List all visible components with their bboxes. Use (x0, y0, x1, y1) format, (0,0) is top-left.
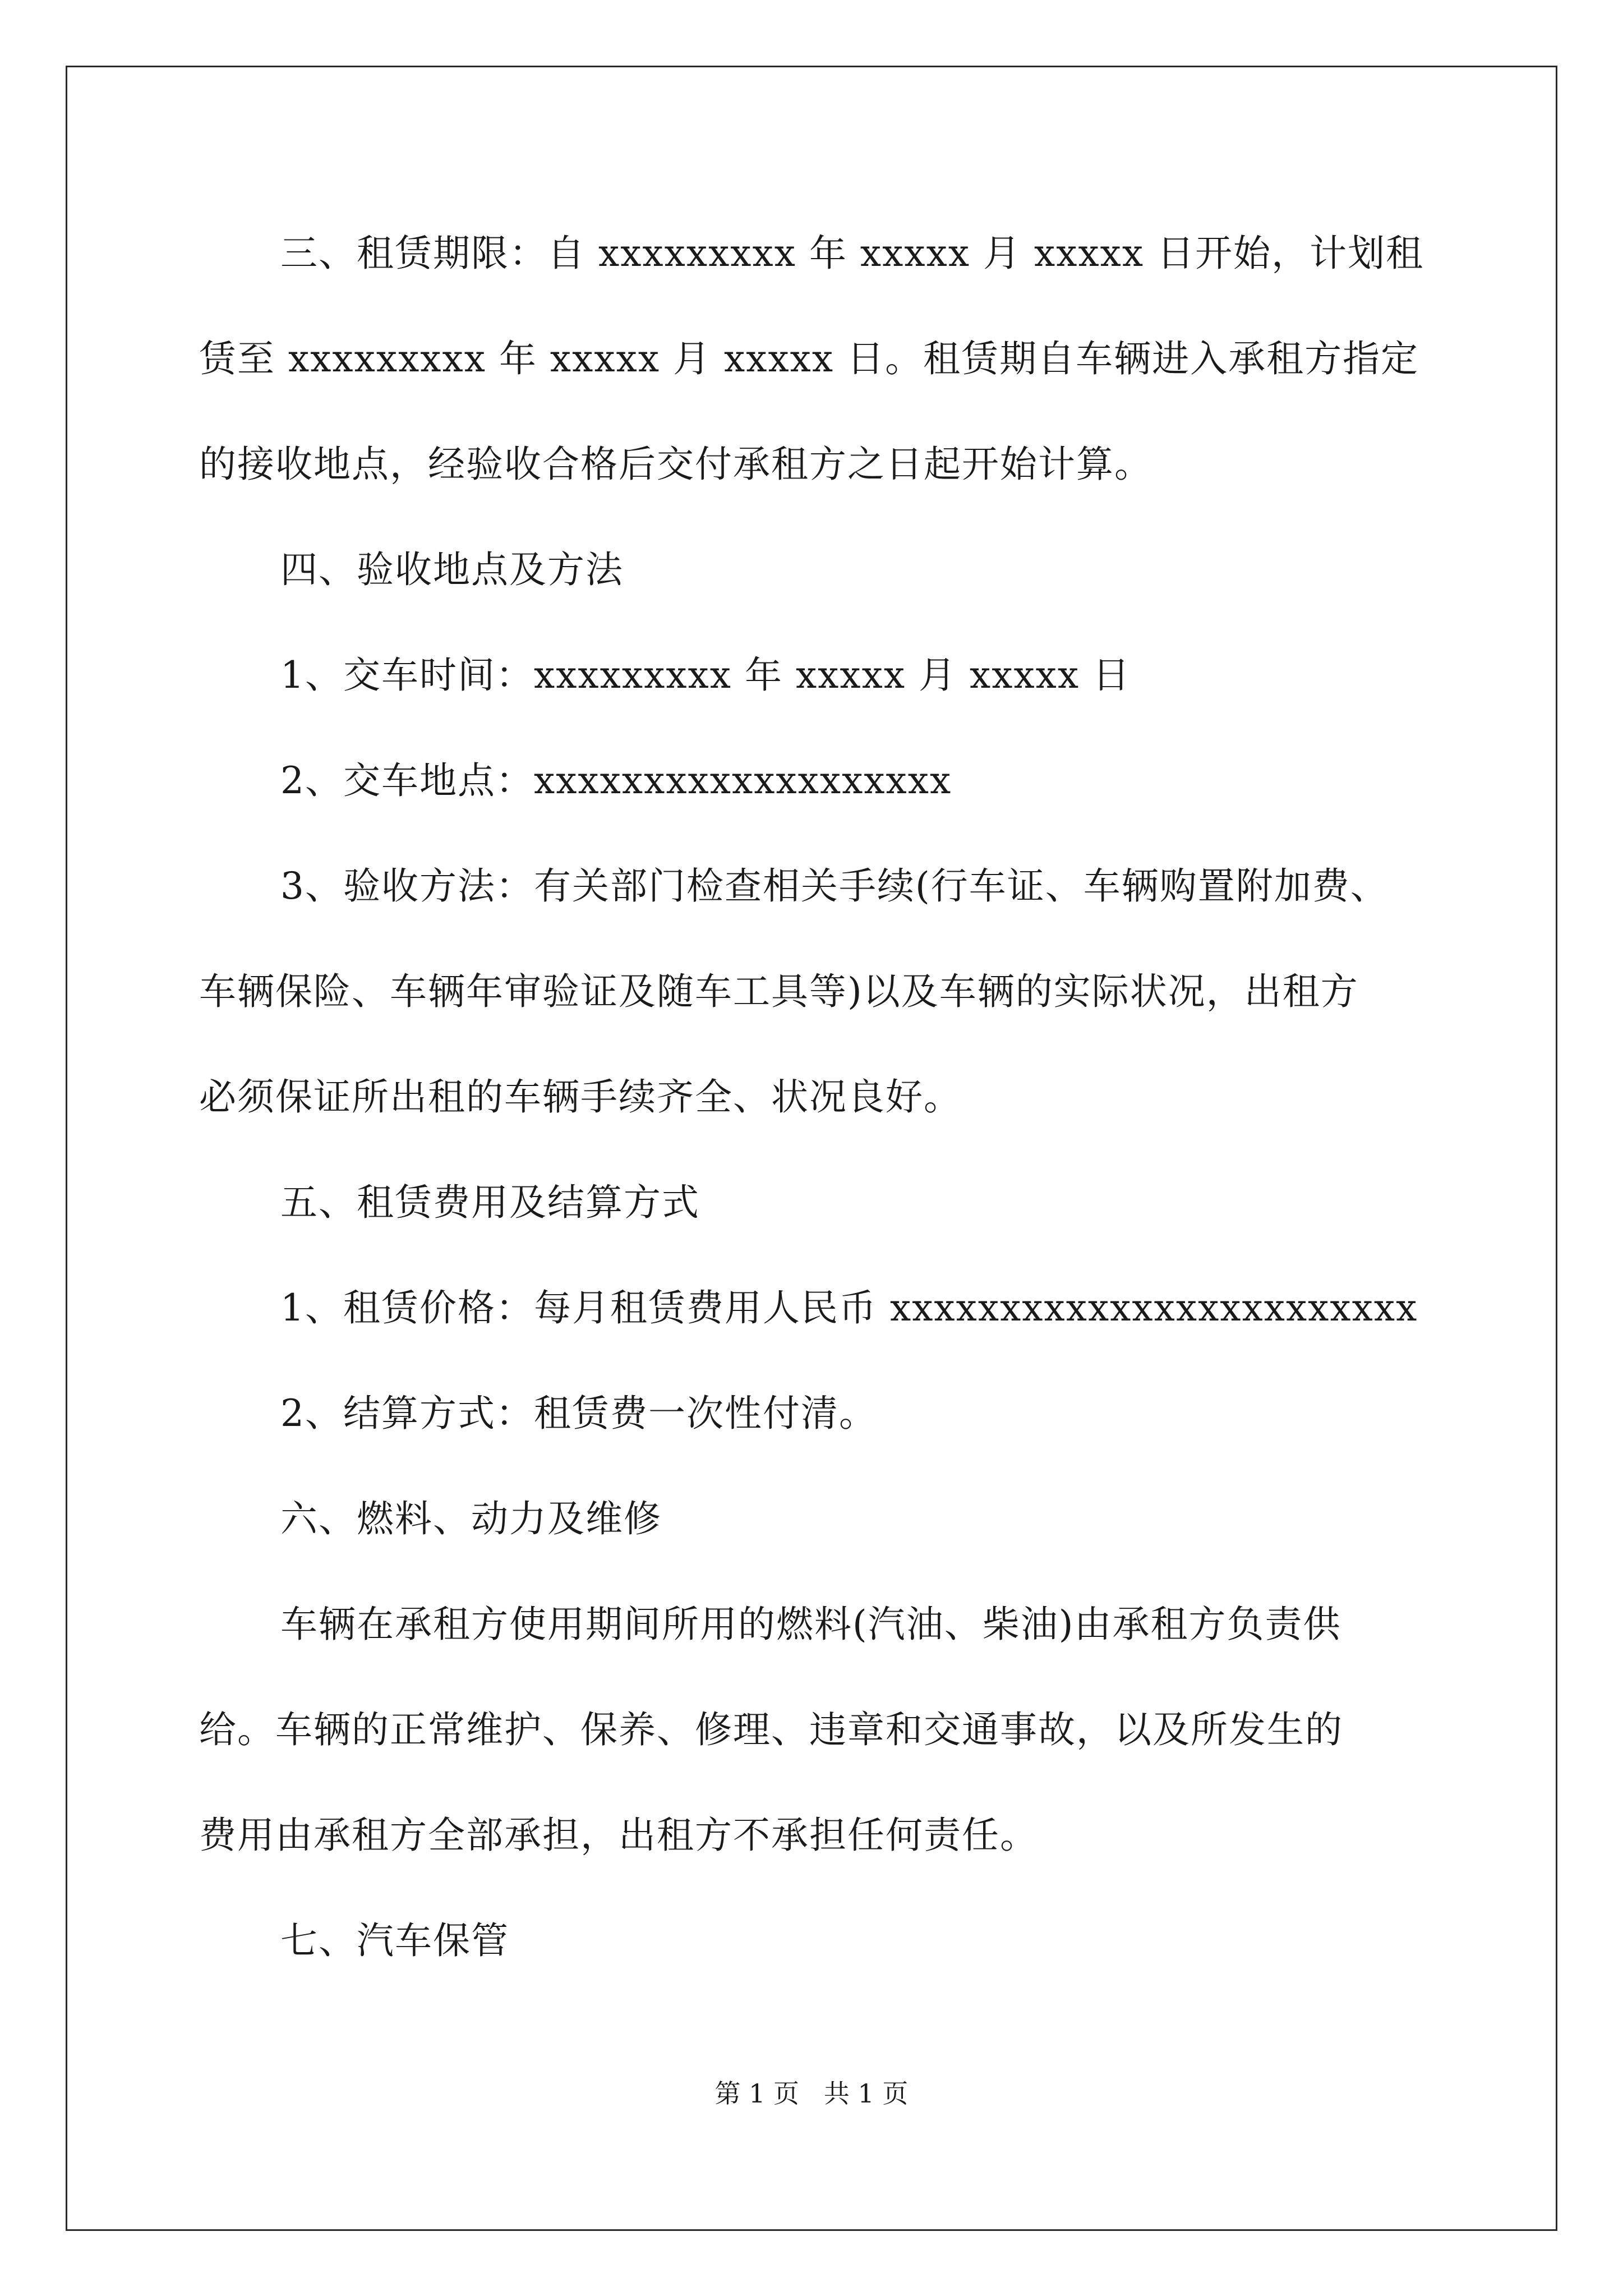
section-heading: 五、租赁费用及结算方式 (280, 1181, 700, 1224)
paragraph-line: 1、租赁价格：每月租赁费用人民币 xxxxxxxxxxxxxxxxxxxxxxxx (280, 1286, 1418, 1329)
paragraph-line: 给。车辆的正常维护、保养、修理、违章和交通事故，以及所发生的 (199, 1708, 1343, 1751)
paragraph-line: 三、租赁期限：自 xxxxxxxxx 年 xxxxx 月 xxxxx 日开始，计划租 (280, 232, 1424, 275)
paragraph-line: 车辆保险、车辆年审验证及随车工具等)以及车辆的实际状况，出租方 (199, 970, 1359, 1013)
page-number-footer: 第 1 页 共 1 页 (714, 2078, 909, 2109)
paragraph-line: 车辆在承租方使用期间所用的燃料(汽油、柴油)由承租方负责供 (280, 1603, 1341, 1646)
section-heading: 四、验收地点及方法 (280, 548, 624, 591)
paragraph-line: 1、交车时间：xxxxxxxxx 年 xxxxx 月 xxxxx 日 (280, 654, 1131, 697)
paragraph-line: 3、验收方法：有关部门检查相关手续(行车证、车辆购置附加费、 (280, 864, 1389, 908)
paragraph-line: 2、交车地点：xxxxxxxxxxxxxxxxxxx (280, 759, 952, 802)
paragraph-line: 费用由承租方全部承担，出租方不承担任何责任。 (199, 1814, 1038, 1857)
page-border (66, 66, 1557, 2231)
paragraph-line: 2、结算方式：租赁费一次性付清。 (280, 1392, 877, 1435)
section-heading: 七、汽车保管 (280, 1919, 509, 1962)
paragraph-line: 赁至 xxxxxxxxx 年 xxxxx 月 xxxxx 日。租赁期自车辆进入承租方指定 (199, 337, 1419, 380)
paragraph-line: 的接收地点，经验收合格后交付承租方之日起开始计算。 (199, 443, 1152, 486)
paragraph-line: 必须保证所出租的车辆手续齐全、状况良好。 (199, 1075, 962, 1119)
section-heading: 六、燃料、动力及维修 (280, 1497, 662, 1540)
